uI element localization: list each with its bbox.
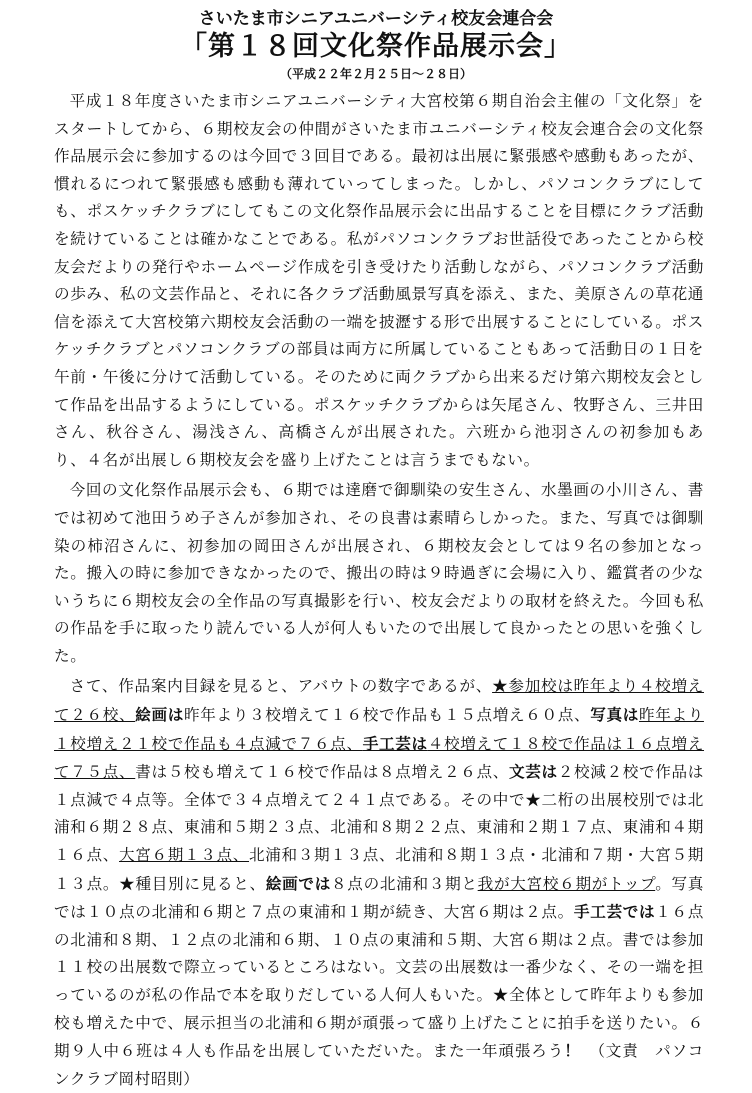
- p3-photo-stats: 昨年より１校増え２１校で作品も４点減で７６点、: [54, 706, 704, 753]
- organization-name: さいたま市シニアユニバーシティ校友会連合会: [198, 9, 554, 29]
- event-date: （平成２２年２月２５日〜２８日）: [279, 67, 472, 81]
- paragraph-2: 今回の文化祭作品展示会も、６期では達磨で御馴染の安生さん、水墨画の小川さん、書では初めて池田うめ子さんが参加され、その良書は素晴らしかった。また、写真では御馴染の柿沼さんに、初参加の岡田さんが出展され、６期校友会としては９名の参加となった。搬入の時に参加できなかったので、搬出の時は９時過ぎに会場に入り、鑑賞者の少ないうちに６期校友会の全作品の写真撮影を行い、校友会だよりの取材を終えた。今回も私の作品を手に取ったり読んでいる人が何人もいたので出展して良かったとの思いを強くした。: [54, 481, 704, 665]
- paragraph-3: [54, 673, 704, 1093]
- p3-participating-schools: ★参加校は昨年より４校増えて２６校、: [54, 677, 704, 725]
- p3-photo-label: 写真は: [590, 705, 639, 725]
- p3-closing: １６点の北浦和８期、１２点の北浦和６期、１０点の東浦和５期、大宮６期は２点。書では参加１１校の出展数で際立っているところはない。文芸の出展数は一番少なく、その一端を担っているのが私の作品で本を取りだしている人何人もいた。★全体として昨年よりも参加校も増えた中で、展示担当の北浦和６期が頑張って盛り上げたことに拍手を送りたい。６期９人中６班は４人も作品を出展していただいた。また一年頑張ろう: [54, 903, 704, 1061]
- p3-exclamation: ！: [564, 1041, 581, 1061]
- p3-school-ranking: 北浦和３期１３点、北浦和８期１３点・北浦和７期・大宮５期１３点。★種目別に見ると、: [54, 846, 704, 893]
- p3-painting-label-2: 絵画では: [265, 873, 332, 893]
- p3-calligraphy-stats: 書は５校も増えて１６校で作品は８点増え２６点、: [135, 763, 510, 782]
- p3-painting-label: 絵画は: [135, 705, 184, 725]
- p3-photo-detail: 。写真では１０点の北浦和６期と７点の東浦和１期が続き、大宮６期は２点。: [54, 874, 704, 922]
- p3-painting-detail: ８点の北浦和３期と: [331, 874, 478, 893]
- document-title: 「第１８回文化祭作品展示会」: [180, 31, 572, 62]
- p3-omiya6-count: 大宮６期１３点、: [119, 846, 250, 865]
- document-body: [54, 88, 704, 1093]
- paragraph-1: 平成１８年度さいたま市シニアユニバーシティ大宮校第６期自治会主催の「文化祭」をスタートしてから、６期校友会の仲間がさいたま市ユニバーシティ校友会連合会の文化祭作品展示会に参加するのは今回で３回目である。最初は出展に緊張感や感動もあったが、慣れるにつれて緊張感も感動も薄れていってしまった。しかし、パソコンクラブにしても、ポスケッチクラブにしてもこの文化祭作品展示会に出品することを目標にクラブ活動を続けていることは確かなことである。私がパソコンクラブお世話役であったことから校友会だよりの発行やホームページ作成を引き受けたり活動しながら、パソコンクラブ活動の歩み、私の文芸作品と、それに各クラブ活動風景写真を添え、また、美原さんの草花通信を添えて大宮校第六期校友会活動の一端を披瀝する形で出展することにしている。ポスケッチクラブとパソコンクラブの部員は両方に所属していることもあって活動日の１日を午前・午後に分けて活動している。そのために両クラブから出来るだけ第六期校友会として作品を出品するようにしている。ポスケッチクラブからは矢尾さん、牧野さん、三井田さん、秋谷さん、湯浅さん、高橋さんが出展された。六班から池羽さんの初参加もあり、４名が出展し６期校友会を盛り上げたことは言うまでもない。: [54, 92, 704, 469]
- p3-handicraft-label: 手工芸は: [362, 733, 428, 753]
- p3-handicraft-stats: ４校増えて１８校で作品は１６点増えて７５点、: [54, 734, 705, 782]
- p3-totals: ２校減２校で作品は１点減で４点等。全体で３４点増えて２４１点である。その中で★二桁の出展校別では北浦和６期２８点、東浦和５期２３点、北浦和８期２２点、東浦和２期１７点、東浦和４期１６点、: [54, 763, 704, 865]
- p3-intro: さて、作品案内目録を見ると、アバウトの数字であるが、: [69, 677, 493, 696]
- p3-author-credit: （文責 パソコンクラブ岡村昭則）: [54, 1042, 704, 1088]
- p3-painting-stats: 昨年より３校増えて１６校で作品も１５点増え６０点、: [184, 706, 591, 725]
- p3-omiya6-top: 我が大宮校６期がトップ: [477, 874, 656, 893]
- p3-literature-label: 文芸は: [509, 762, 558, 782]
- p3-handicraft-label-2: 手工芸では: [573, 902, 656, 922]
